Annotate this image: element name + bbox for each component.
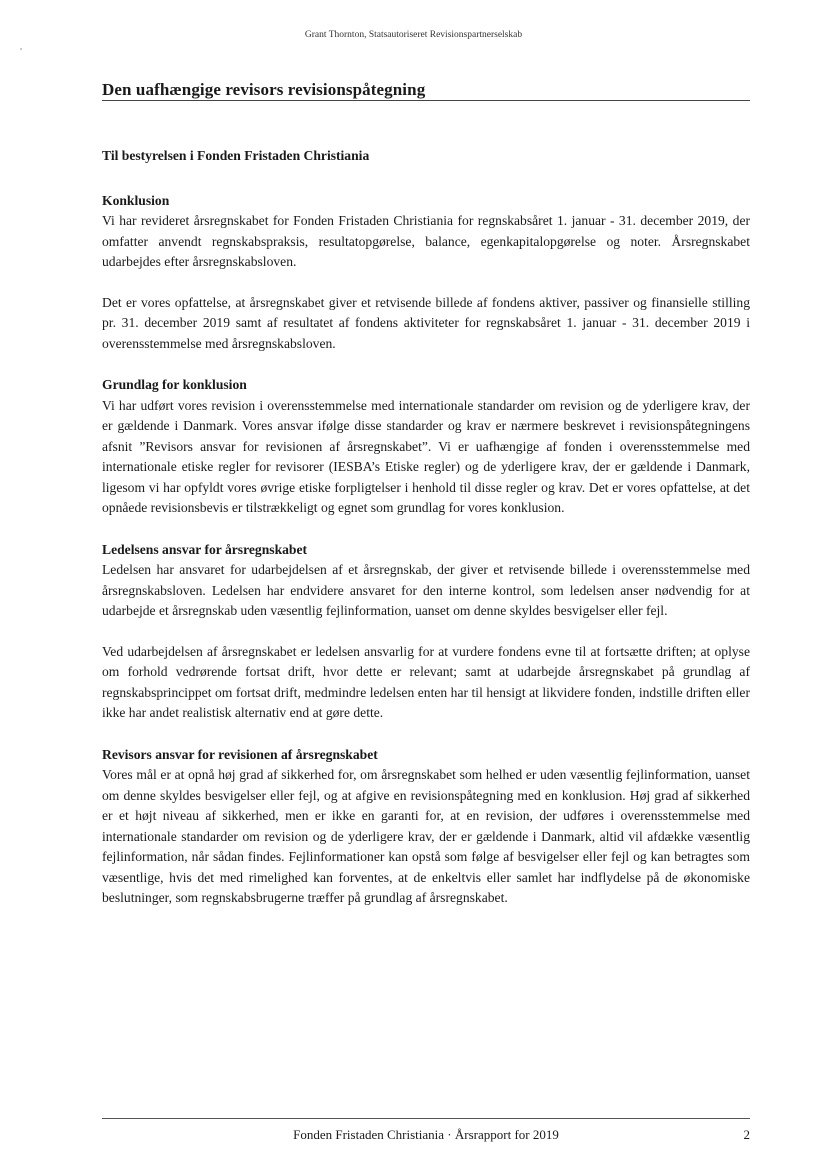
section-paragraph: Det er vores opfattelse, at årsregnskabet giver et retvisende billede af fondens aktiver, passiver og finansielle stilling pr. 31. december 2019 samt af resultatet af fondens aktiviteter for regnskabsåret 1. januar - 31. december 2019 i overensstemmelse med årsregnskabsloven. [102, 294, 750, 351]
page-header-firm: Grant Thornton, Statsautoriseret Revisionspartnerselskab [304, 30, 523, 40]
section-revisors-ansvar [102, 745, 750, 909]
section-heading: Grundlag for konklusion [102, 377, 247, 392]
section-paragraph: Vores mål er at opnå høj grad af sikkerhed for, om årsregnskabet som helhed er uden væsentlig fejlinformation, uanset om denne skyldes besvigelser eller fejl, og at afgive en revisionspåtegning med en konklusion. Høj grad af sikkerhed er et højt niveau af sikkerhed, men er ikke en garanti for, at en revision, der udføres i overensstemmelse med internationale standarder om revision og de yderligere krav, der er gældende i Danmark, altid vil afdække væsentlig fejlinformation, når sådan findes. Fejlinformationer kan opstå som følge af besvigelser eller fejl og kan betragtes som væsentlige, hvis det med rimelighed kan forventes, at de enkeltvis eller samlet har indflydelse på de økonomiske beslutninger, som regnskabsbrugerne træffer på grundlag af årsregnskabet. [102, 767, 750, 905]
section-paragraph: Vi har revideret årsregnskabet for Fonden Fristaden Christiania for regnskabsåret 1. januar - 31. december 2019, der omfatter anvendt regnskabspraksis, resultatopgørelse, balance, egenkapitalopgørelse og noter. Årsregnskabet udarbejdes efter årsregnskabsloven. [102, 213, 750, 269]
page-title: Den uafhængige revisors revisionspåtegning [102, 80, 426, 99]
page-number: 2 [743, 1127, 750, 1142]
document-body [102, 146, 750, 930]
section-grundlag [102, 375, 750, 519]
section-heading: Konklusion [102, 192, 170, 208]
section-ledelsens-ansvar [102, 540, 750, 724]
section-heading: Ledelsens ansvar for årsregnskabet [102, 541, 308, 557]
addressee: Til bestyrelsen i Fonden Fristaden Christiania [102, 148, 370, 163]
scan-artifact-dot [20, 48, 22, 50]
section-paragraph: Ved udarbejdelsen af årsregnskabet er ledelsen ansvarlig for at vurdere fondens evne til at fortsætte driften; at oplyse om forhold vedrørende fortsat drift, hvor dette er relevant; samt at udarbejde årsregnskabet på grundlag af regnskabsprincippet om fortsat drift, medmindre ledelsen enten har til hensigt at likvidere fonden, indstille driften eller ikke har andet realistisk alternativ end at gøre dette. [102, 643, 750, 720]
footer-rule [102, 1118, 750, 1119]
footer-text: Fonden Fristaden Christiania · Årsrapport for 2019 [293, 1127, 559, 1142]
title-underline [102, 100, 750, 101]
section-konklusion [102, 191, 750, 355]
section-heading: Revisors ansvar for revisionen af årsregnskabet [102, 746, 378, 762]
section-paragraph: Ledelsen har ansvaret for udarbejdelsen af et årsregnskab, der giver et retvisende billede i overensstemmelse med årsregnskabsloven. Ledelsen har endvidere ansvaret for den interne kontrol, som ledelsen anser nødvendig for at udarbejde et årsregnskab uden væsentlig fejlinformation, uanset om denne skyldes besvigelser eller fejl. [102, 562, 750, 618]
section-paragraph: Vi har udført vores revision i overensstemmelse med internationale standarder om revision og de yderligere krav, der er gældende i Danmark. Vores ansvar ifølge disse standarder og krav er nærmere beskrevet i revisionspåtegningens afsnit ”Revisors ansvar for revisionen af årsregnskabet”. Vi er uafhængige af fonden i overensstemmelse med internationale etiske regler for revisorer (IESBA’s Etiske regler) og de yderligere krav, der er gældende i Danmark, ligesom vi har opfyldt vores øvrige etiske forpligtelser i henhold til disse regler og krav. Det er vores opfattelse, at det opnåede revisionsbevis er tilstrækkeligt og egnet som grundlag for vores konklusion. [102, 397, 750, 515]
